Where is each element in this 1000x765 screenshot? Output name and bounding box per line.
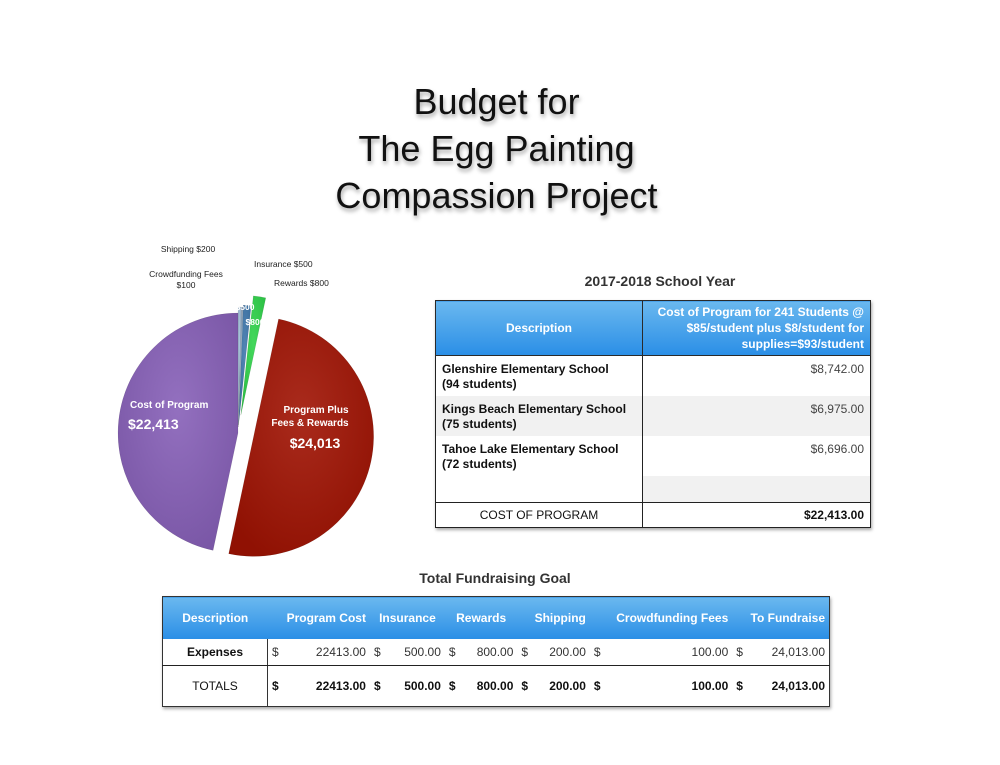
school-name: Kings Beach Elementary School bbox=[442, 401, 627, 416]
currency-symbol: $ bbox=[732, 666, 750, 707]
fundraising-table bbox=[162, 596, 830, 707]
empty-row bbox=[436, 476, 871, 503]
currency-symbol: $ bbox=[370, 666, 388, 707]
school-amount: $6,975.00 bbox=[643, 396, 871, 436]
slice-label-program-plus: Program Plus bbox=[283, 405, 349, 416]
rewards-total: 800.00 bbox=[463, 666, 518, 707]
currency-symbol: $ bbox=[370, 639, 388, 666]
slice-label-crowdfunding: Crowdfunding Fees bbox=[149, 269, 223, 279]
to-fundraise-total: 24,013.00 bbox=[750, 666, 829, 707]
header-crowdfunding-fees: Crowdfunding Fees bbox=[590, 597, 732, 640]
shipping-value: 200.00 bbox=[535, 639, 590, 666]
slice-value-program-plus: $24,013 bbox=[289, 435, 341, 451]
shipping-total: 200.00 bbox=[535, 666, 590, 707]
school-name: Glenshire Elementary School bbox=[442, 362, 609, 376]
title-line-1: Budget for bbox=[413, 81, 580, 122]
header-to-fundraise: To Fundraise bbox=[732, 597, 829, 640]
slice-label-shipping: Shipping $200 bbox=[160, 244, 216, 254]
title-line-2: The Egg Painting bbox=[358, 128, 635, 169]
school-name: Tahoe Lake Elementary School bbox=[442, 441, 619, 456]
expenses-row bbox=[163, 639, 830, 666]
currency-symbol: $ bbox=[445, 639, 463, 666]
school-students: (72 students) bbox=[442, 456, 517, 471]
row-label: TOTALS bbox=[163, 666, 268, 707]
slice-label-crowdfunding-value: $100 bbox=[176, 280, 196, 290]
school-amount: $8,742.00 bbox=[643, 356, 871, 396]
title-line-3: Compassion Project bbox=[335, 175, 658, 216]
total-row bbox=[436, 502, 871, 527]
school-year-caption: 2017-2018 School Year bbox=[584, 273, 736, 289]
insurance-total: 500.00 bbox=[388, 666, 445, 707]
program-cost-value: 22413.00 bbox=[286, 639, 370, 666]
program-cost-total: 22413.00 bbox=[286, 666, 370, 707]
table-row bbox=[436, 436, 871, 476]
slice-label-rewards: Rewards $800 bbox=[274, 278, 329, 288]
slice-inner-label: $500 bbox=[235, 302, 255, 312]
currency-symbol: $ bbox=[590, 639, 608, 666]
school-amount: $6,696.00 bbox=[643, 436, 871, 476]
table-row bbox=[436, 356, 871, 396]
crowdfunding-fees-total: 100.00 bbox=[608, 666, 732, 707]
page-title bbox=[0, 78, 993, 219]
header-description: Description bbox=[436, 301, 643, 356]
budget-pie-chart bbox=[100, 235, 410, 565]
total-label: COST OF PROGRAM bbox=[436, 502, 643, 527]
school-students: (94 students) bbox=[442, 377, 517, 391]
currency-symbol: $ bbox=[517, 666, 535, 707]
school-cost-table bbox=[435, 300, 871, 528]
slice-label-cost-of-program: Cost of Program bbox=[130, 400, 209, 411]
header-insurance: Insurance bbox=[370, 597, 445, 640]
slice-value-cost-of-program: $22,413 bbox=[128, 416, 179, 432]
currency-symbol: $ bbox=[732, 639, 750, 666]
insurance-value: 500.00 bbox=[388, 639, 445, 666]
slice-inner-label: $200 bbox=[234, 255, 254, 265]
header-cost-of-program: Cost of Program for 241 Students @ $85/student plus $8/student for supplies=$93/student bbox=[643, 301, 871, 356]
header-shipping: Shipping bbox=[517, 597, 590, 640]
currency-symbol: $ bbox=[268, 639, 287, 666]
to-fundraise-value: 24,013.00 bbox=[750, 639, 829, 666]
slice-label-fees-rewards: Fees & Rewards bbox=[271, 418, 349, 429]
header-description: Description bbox=[163, 597, 268, 640]
row-label: Expenses bbox=[163, 639, 268, 666]
table-row bbox=[436, 396, 871, 436]
header-program-cost: Program Cost bbox=[268, 597, 370, 640]
crowdfunding-fees-value: 100.00 bbox=[608, 639, 732, 666]
slice-label-insurance: Insurance $500 bbox=[254, 259, 313, 269]
header-rewards: Rewards bbox=[445, 597, 518, 640]
currency-symbol: $ bbox=[590, 666, 608, 707]
total-amount: $22,413.00 bbox=[643, 502, 871, 527]
currency-symbol: $ bbox=[268, 666, 287, 707]
currency-symbol: $ bbox=[517, 639, 535, 666]
totals-row bbox=[163, 666, 830, 707]
school-students: (75 students) bbox=[442, 416, 517, 431]
rewards-value: 800.00 bbox=[463, 639, 518, 666]
slice-inner-label: $100 bbox=[231, 269, 251, 279]
currency-symbol: $ bbox=[445, 666, 463, 707]
fundraising-caption: Total Fundraising Goal bbox=[419, 570, 571, 586]
slice-inner-label: $800 bbox=[245, 317, 265, 327]
